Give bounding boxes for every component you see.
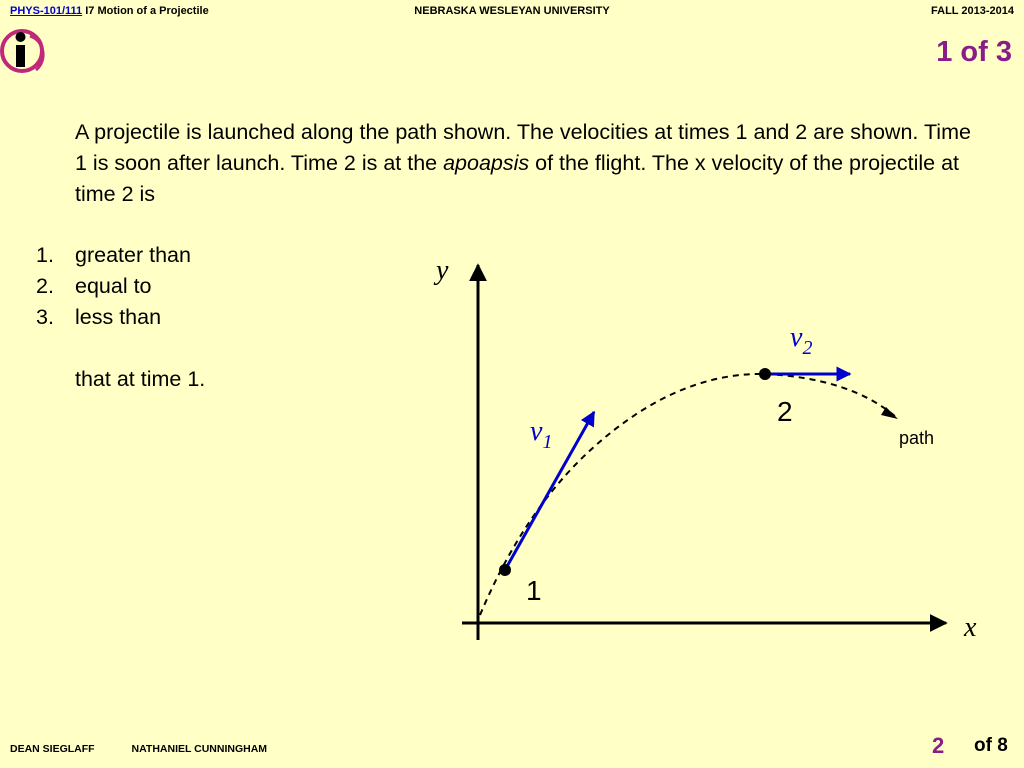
v1-subscript: 1 xyxy=(542,431,553,453)
path-label: path xyxy=(899,428,935,448)
v1-label xyxy=(530,416,552,453)
v2-symbol: v xyxy=(790,322,803,353)
question-emphasis: apoapsis xyxy=(443,151,530,175)
point-1-marker xyxy=(499,564,511,576)
x-axis-label: x xyxy=(964,612,977,643)
choice-number: 2. xyxy=(36,274,54,298)
slide-number: 2 xyxy=(932,733,945,758)
choice-number: 1. xyxy=(36,243,54,267)
question-tail: that at time 1. xyxy=(75,367,206,391)
question-text-part1: A projectile is launched along the path shown. The velocities at times 1 and 2 are shown. Time 1 is soon after launch. Time 2 is at the xyxy=(75,120,971,175)
v2-subscript: 2 xyxy=(802,337,813,359)
lecture-title: I7 Motion of a Projectile xyxy=(85,5,209,17)
point-2-label: 2 xyxy=(777,396,793,427)
university-name: NEBRASKA WESLEYAN UNIVERSITY xyxy=(414,5,610,17)
path-arrowhead xyxy=(881,407,898,419)
choice-label: equal to xyxy=(75,274,152,298)
flight-path xyxy=(480,374,896,615)
v2-label xyxy=(790,322,812,359)
point-1-label: 1 xyxy=(526,575,542,606)
v1-symbol: v xyxy=(530,416,543,447)
author-1: DEAN SIEGLAFF xyxy=(10,743,95,755)
author-2: NATHANIEL CUNNINGHAM xyxy=(131,743,268,755)
y-axis-label: y xyxy=(436,255,449,286)
term-label: FALL 2013-2014 xyxy=(931,5,1014,17)
choice-label: greater than xyxy=(75,243,191,267)
slide-total: of 8 xyxy=(974,735,1008,756)
authors xyxy=(10,743,267,755)
course-link[interactable]: PHYS-101/111 xyxy=(10,5,83,17)
question-page-counter: 1 of 3 xyxy=(936,36,1012,68)
choice-number: 3. xyxy=(36,305,54,329)
point-2-marker xyxy=(759,368,771,380)
question-text-part2: of the flight. The x velocity of the projectile at time 2 is xyxy=(75,151,960,206)
choice-label: less than xyxy=(75,305,162,329)
